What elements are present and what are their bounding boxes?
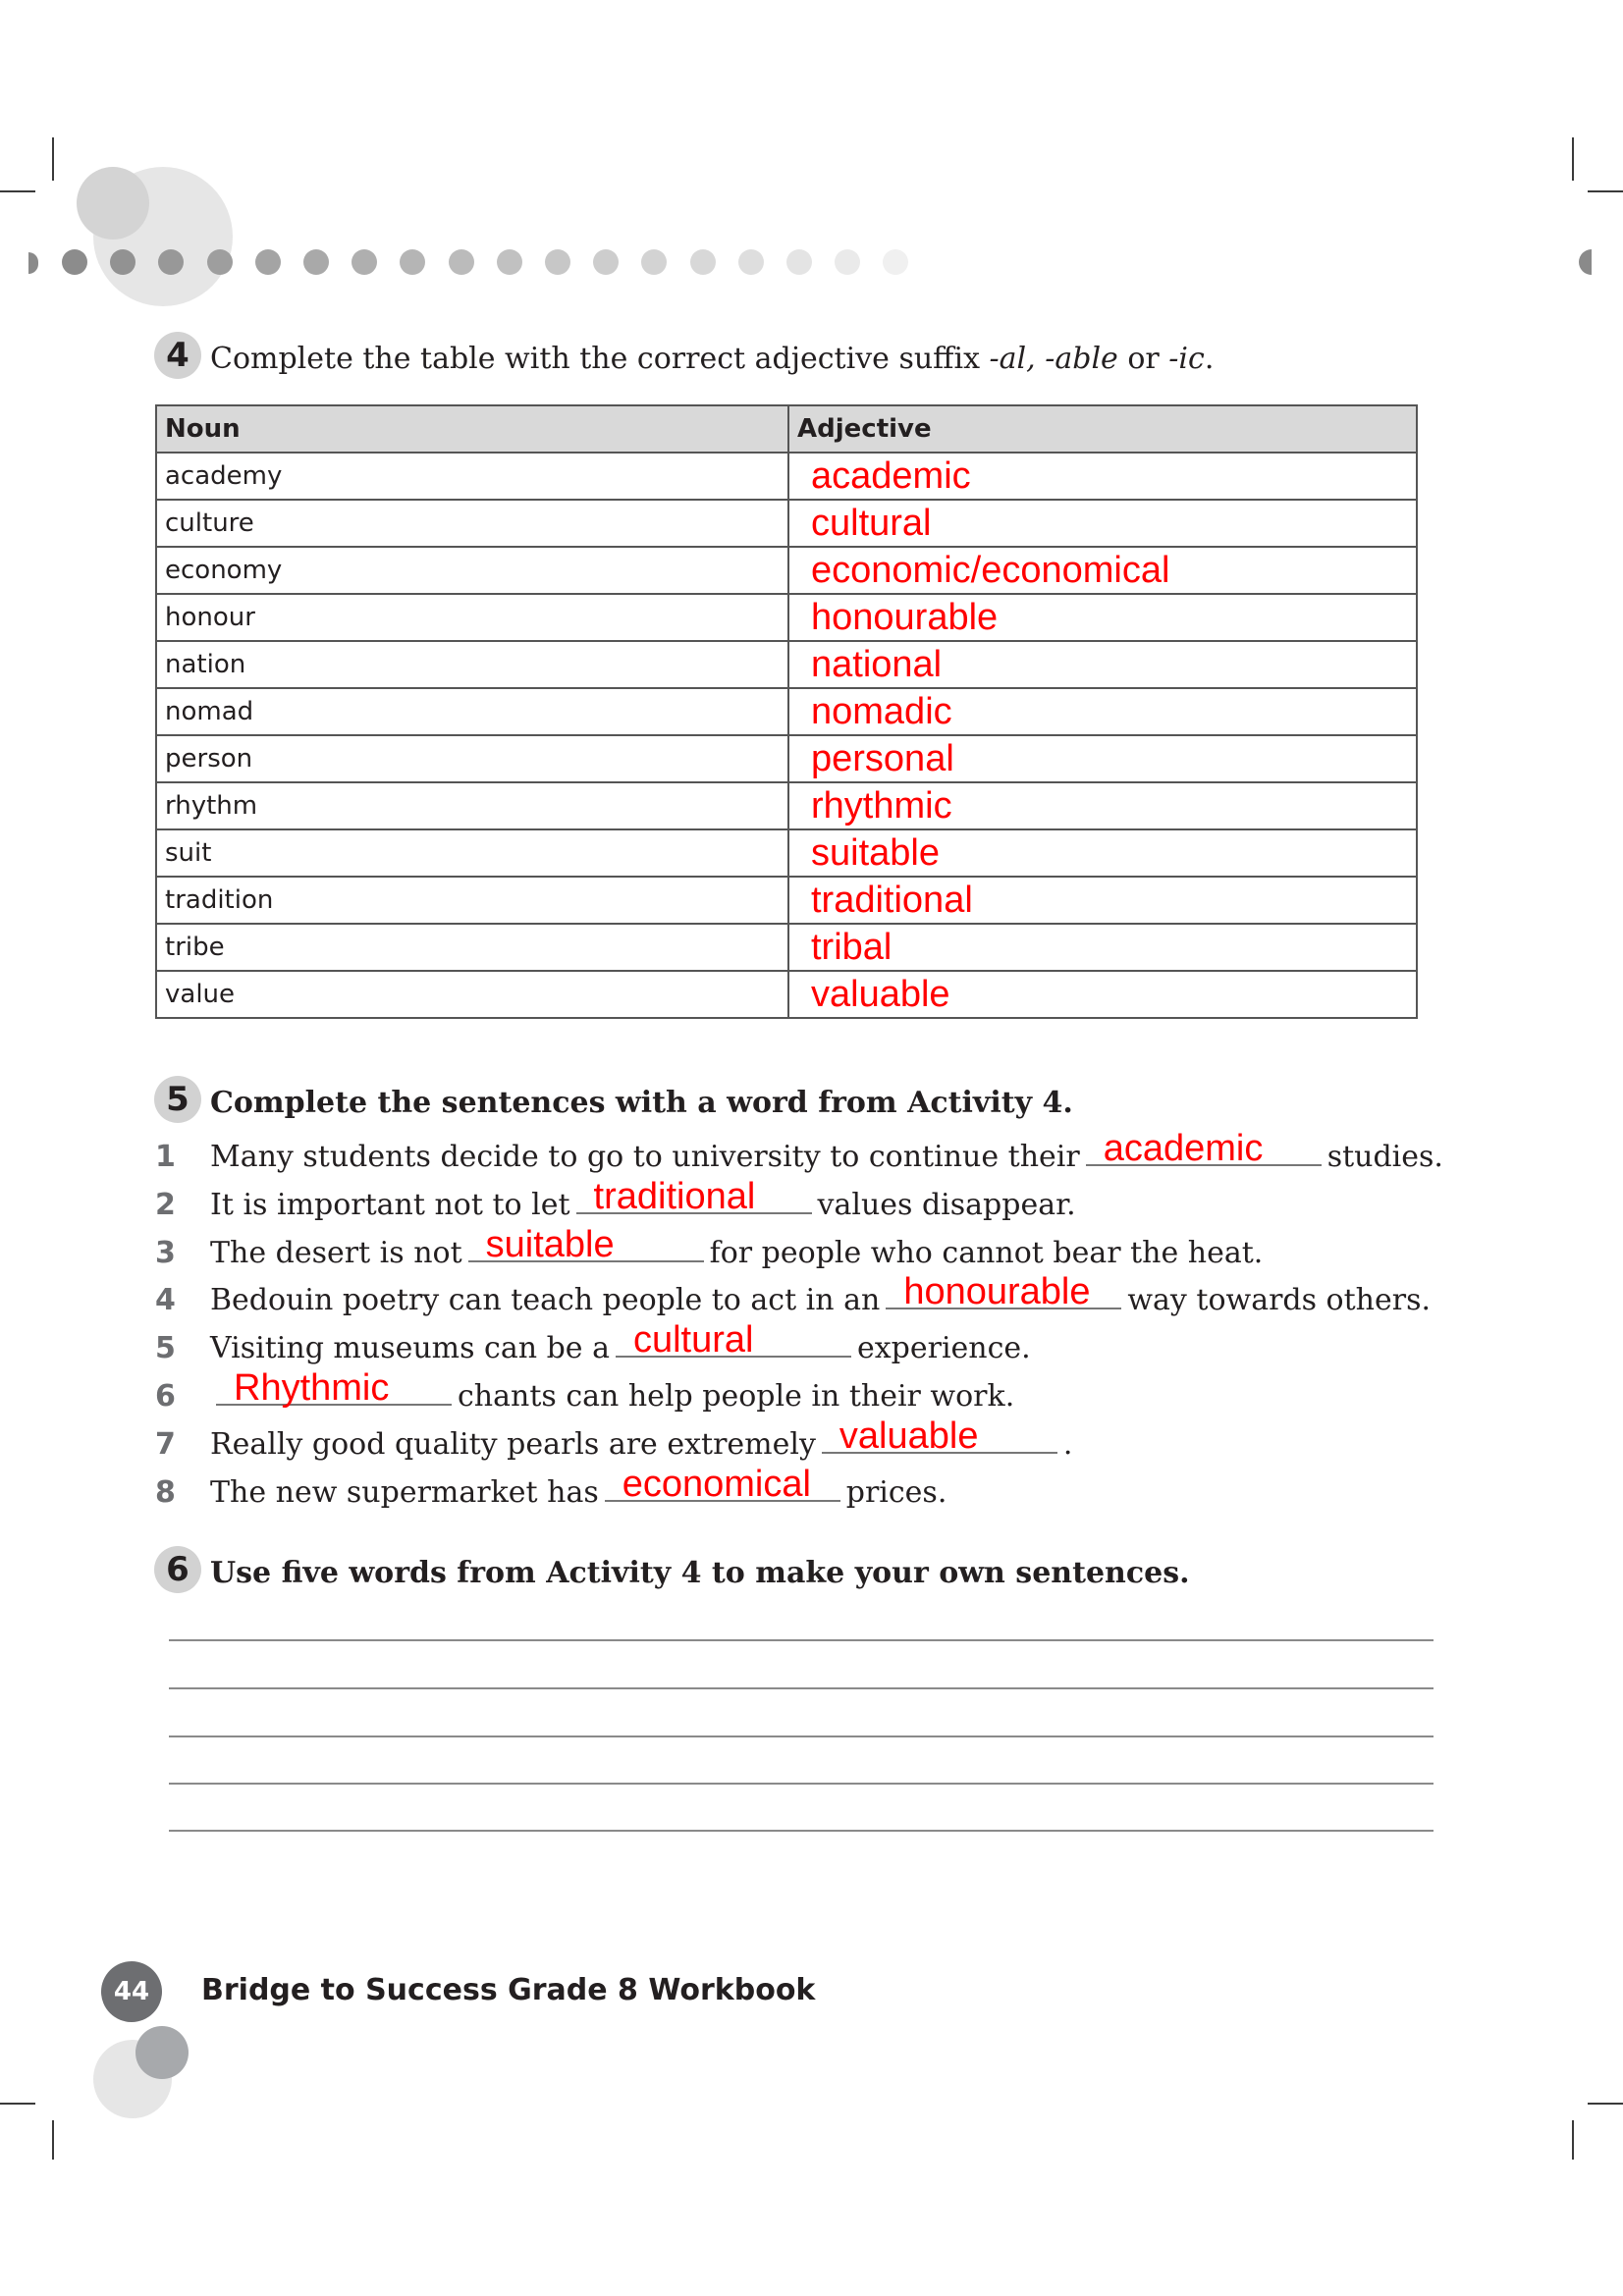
crop-mark bbox=[0, 190, 35, 192]
sentence-number: 7 bbox=[155, 1426, 176, 1462]
table-header-noun: Noun bbox=[156, 405, 788, 453]
sentence-text-after: studies. bbox=[1326, 1140, 1443, 1174]
answer-text: honourable bbox=[903, 1271, 1091, 1313]
answer-text: valuable bbox=[839, 1415, 979, 1457]
sentence-number: 1 bbox=[155, 1140, 176, 1174]
crop-mark bbox=[1588, 2103, 1623, 2105]
sentence-item bbox=[155, 1415, 1073, 1469]
sentence-text-before: Bedouin poetry can teach people to act in an bbox=[210, 1283, 881, 1318]
adjective-answer-cell[interactable]: academic bbox=[788, 453, 1417, 500]
answer-blank[interactable] bbox=[468, 1223, 704, 1265]
header-decor-circle-small bbox=[77, 167, 149, 240]
crop-mark bbox=[1572, 2120, 1574, 2160]
answer-blank[interactable] bbox=[1086, 1128, 1322, 1169]
writing-line[interactable] bbox=[169, 1735, 1434, 1737]
header-dot bbox=[738, 249, 764, 275]
table-body bbox=[156, 453, 1417, 1018]
table-row bbox=[156, 782, 1417, 829]
sentence-number: 8 bbox=[155, 1474, 176, 1510]
adjective-answer-cell[interactable]: national bbox=[788, 641, 1417, 688]
noun-cell: culture bbox=[156, 500, 788, 547]
answer-text: cultural bbox=[632, 1319, 754, 1362]
header-dot bbox=[545, 249, 570, 275]
header-dot bbox=[883, 249, 908, 275]
adjective-answer-cell[interactable]: nomadic bbox=[788, 688, 1417, 735]
adjective-answer-cell[interactable]: tribal bbox=[788, 924, 1417, 971]
sentence-text-before: Really good quality pearls are extremely bbox=[210, 1426, 816, 1462]
sentence-text-before: The new supermarket has bbox=[210, 1474, 599, 1510]
sentence-text-after: experience. bbox=[856, 1331, 1031, 1366]
noun-cell: value bbox=[156, 971, 788, 1018]
answer-text: academic bbox=[1103, 1128, 1264, 1169]
header-dot bbox=[835, 249, 860, 275]
crop-mark bbox=[1588, 190, 1623, 192]
sentence-text-before: Many students decide to go to university to continue their bbox=[210, 1140, 1080, 1174]
activity-6-number: 6 bbox=[154, 1546, 201, 1593]
sentence-text-before: Visiting museums can be a bbox=[210, 1331, 610, 1366]
adjective-answer-cell[interactable]: rhythmic bbox=[788, 782, 1417, 829]
sentence-number: 6 bbox=[155, 1379, 176, 1414]
table-row bbox=[156, 924, 1417, 971]
header-dot bbox=[690, 249, 716, 275]
header-dot bbox=[400, 249, 425, 275]
sentence-number: 3 bbox=[155, 1235, 176, 1270]
sentence-number: 4 bbox=[155, 1283, 176, 1318]
noun-cell: academy bbox=[156, 453, 788, 500]
sentence-item bbox=[155, 1319, 1031, 1373]
sentence-number: 2 bbox=[155, 1187, 176, 1222]
header-dot bbox=[110, 249, 135, 275]
sentence-item bbox=[155, 1463, 947, 1518]
adjective-suffix-table bbox=[155, 404, 1418, 1019]
crop-mark bbox=[52, 137, 54, 181]
writing-line[interactable] bbox=[169, 1830, 1434, 1832]
answer-blank[interactable] bbox=[576, 1175, 812, 1217]
answer-text: Rhythmic bbox=[234, 1367, 390, 1409]
answer-blank[interactable] bbox=[216, 1367, 452, 1409]
book-title: Bridge to Success Grade 8 Workbook bbox=[201, 1973, 816, 2007]
activity-4-instruction: Complete the table with the correct adjective suffix -al, -able or -ic. bbox=[210, 342, 1215, 376]
header-dot bbox=[497, 249, 522, 275]
answer-blank[interactable] bbox=[822, 1415, 1057, 1457]
footer-decor-circle-small bbox=[135, 2026, 189, 2079]
sentence-text-after: for people who cannot bear the heat. bbox=[709, 1235, 1264, 1270]
writing-line[interactable] bbox=[169, 1783, 1434, 1785]
noun-cell: tradition bbox=[156, 877, 788, 924]
header-decor-half-dot-right bbox=[1579, 249, 1592, 275]
header-dot bbox=[303, 249, 329, 275]
table-row bbox=[156, 688, 1417, 735]
sentence-text-before: It is important not to let bbox=[210, 1187, 570, 1222]
sentence-text-after: prices. bbox=[845, 1474, 947, 1510]
activity-4-number: 4 bbox=[154, 332, 201, 379]
writing-line[interactable] bbox=[169, 1639, 1434, 1641]
table-row bbox=[156, 500, 1417, 547]
answer-blank[interactable] bbox=[616, 1319, 851, 1362]
header-dot bbox=[449, 249, 474, 275]
sentence-number: 5 bbox=[155, 1331, 176, 1366]
sentence-text-after: chants can help people in their work. bbox=[458, 1379, 1015, 1414]
sentence-text-after: . bbox=[1062, 1426, 1073, 1462]
noun-cell: suit bbox=[156, 829, 788, 877]
adjective-answer-cell[interactable]: economic/economical bbox=[788, 547, 1417, 594]
answer-text: economical bbox=[622, 1463, 811, 1505]
crop-mark bbox=[52, 2120, 54, 2160]
table-row bbox=[156, 641, 1417, 688]
answer-text: suitable bbox=[485, 1223, 615, 1265]
noun-cell: economy bbox=[156, 547, 788, 594]
adjective-answer-cell[interactable]: traditional bbox=[788, 877, 1417, 924]
crop-mark bbox=[1572, 137, 1574, 181]
activity-5-instruction: Complete the sentences with a word from Activity 4. bbox=[210, 1086, 1073, 1120]
table-row bbox=[156, 877, 1417, 924]
noun-cell: honour bbox=[156, 594, 788, 641]
noun-cell: tribe bbox=[156, 924, 788, 971]
noun-cell: nomad bbox=[156, 688, 788, 735]
header-dot bbox=[641, 249, 667, 275]
adjective-answer-cell[interactable]: cultural bbox=[788, 500, 1417, 547]
table-row bbox=[156, 453, 1417, 500]
noun-cell: person bbox=[156, 735, 788, 782]
writing-line[interactable] bbox=[169, 1687, 1434, 1689]
answer-blank[interactable] bbox=[886, 1271, 1121, 1313]
sentence-item bbox=[155, 1128, 1443, 1182]
table-row bbox=[156, 594, 1417, 641]
sentence-item bbox=[155, 1223, 1264, 1278]
header-dot bbox=[207, 249, 233, 275]
noun-cell: rhythm bbox=[156, 782, 788, 829]
header-dot bbox=[786, 249, 812, 275]
adjective-answer-cell[interactable]: personal bbox=[788, 735, 1417, 782]
header-dot bbox=[62, 249, 87, 275]
table-row bbox=[156, 829, 1417, 877]
noun-cell: nation bbox=[156, 641, 788, 688]
sentence-text-after: way towards others. bbox=[1127, 1283, 1432, 1318]
sentence-item bbox=[155, 1367, 1015, 1421]
table-row bbox=[156, 735, 1417, 782]
activity-5-number: 5 bbox=[154, 1076, 201, 1123]
table-row bbox=[156, 547, 1417, 594]
adjective-answer-cell[interactable]: valuable bbox=[788, 971, 1417, 1018]
page-number: 44 bbox=[101, 1961, 162, 2022]
sentence-item bbox=[155, 1271, 1432, 1325]
header-dot bbox=[593, 249, 619, 275]
crop-mark bbox=[0, 2103, 35, 2105]
header-dot bbox=[255, 249, 281, 275]
adjective-answer-cell[interactable]: suitable bbox=[788, 829, 1417, 877]
sentence-text-after: values disappear. bbox=[817, 1187, 1076, 1222]
answer-blank[interactable] bbox=[605, 1463, 840, 1505]
header-decor-half-dot-left bbox=[28, 252, 38, 274]
table-header-adjective: Adjective bbox=[788, 405, 1417, 453]
adjective-answer-cell[interactable]: honourable bbox=[788, 594, 1417, 641]
table-row bbox=[156, 971, 1417, 1018]
header-dot bbox=[352, 249, 377, 275]
answer-text: traditional bbox=[593, 1175, 756, 1217]
sentence-text-before: The desert is not bbox=[210, 1235, 462, 1270]
sentence-item bbox=[155, 1175, 1076, 1230]
activity-6-instruction: Use five words from Activity 4 to make your own sentences. bbox=[210, 1556, 1190, 1590]
